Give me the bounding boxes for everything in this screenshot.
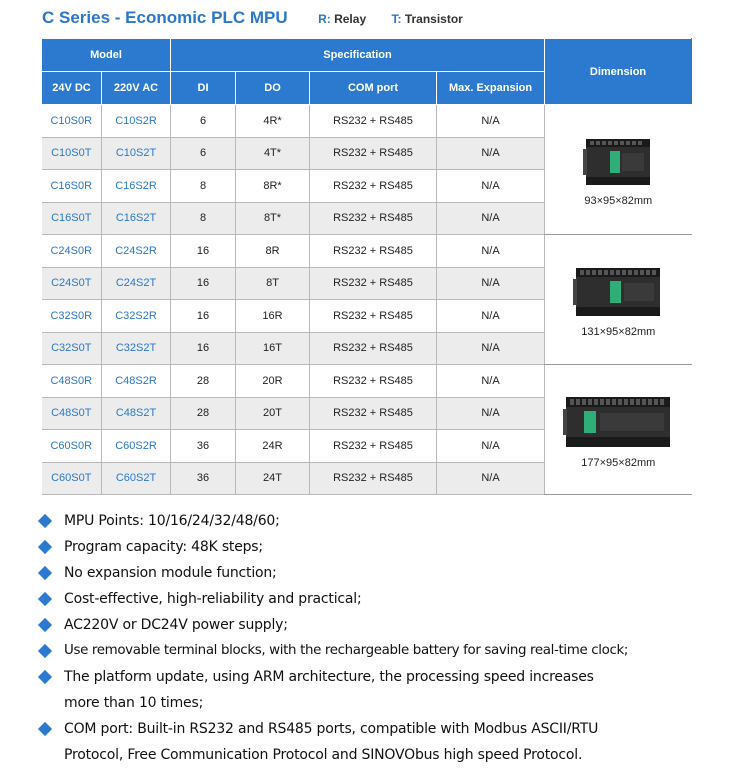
- model-220v-ac: C10S2T: [102, 137, 171, 170]
- header-model: Model: [42, 39, 171, 72]
- com-port: RS232 + RS485: [310, 267, 437, 300]
- legend-relay: [318, 12, 369, 26]
- di-count: 16: [171, 235, 236, 268]
- model-24v-dc: C60S0R: [42, 430, 102, 463]
- feature-text: Use removable terminal blocks, with the rechargeable battery for saving real-time clock;: [64, 643, 629, 658]
- diamond-bullet-icon: [38, 670, 52, 684]
- max-expansion: N/A: [437, 365, 545, 398]
- do-count: 8T: [236, 267, 310, 300]
- dimension-cell-small: [545, 105, 692, 235]
- table-row: [42, 105, 692, 138]
- do-count: 24R: [236, 430, 310, 463]
- di-count: 8: [171, 170, 236, 203]
- diamond-bullet-icon: [38, 722, 52, 736]
- di-count: 36: [171, 462, 236, 495]
- dimension-label: 93×95×82mm: [584, 194, 653, 207]
- di-count: 36: [171, 430, 236, 463]
- dimension-cell-medium: [545, 235, 692, 365]
- max-expansion: N/A: [437, 267, 545, 300]
- dimension-label: 177×95×82mm: [581, 456, 656, 469]
- list-item: [38, 586, 738, 612]
- model-24v-dc: C16S0R: [42, 170, 102, 203]
- model-220v-ac: C48S2R: [102, 365, 171, 398]
- model-220v-ac: C24S2R: [102, 235, 171, 268]
- model-220v-ac: C24S2T: [102, 267, 171, 300]
- com-port: RS232 + RS485: [310, 365, 437, 398]
- di-count: 16: [171, 300, 236, 333]
- do-count: 4T*: [236, 137, 310, 170]
- header-max-expansion: Max. Expansion: [437, 72, 545, 105]
- max-expansion: N/A: [437, 462, 545, 495]
- com-port: RS232 + RS485: [310, 397, 437, 430]
- com-port: RS232 + RS485: [310, 300, 437, 333]
- model-220v-ac: C48S2T: [102, 397, 171, 430]
- feature-text: COM port: Built-in RS232 and RS485 ports, compatible with Modbus ASCII/RTU: [64, 721, 599, 737]
- page-title: C Series - Economic PLC MPU: [42, 8, 288, 27]
- feature-text-continued: more than 10 times;: [64, 695, 204, 711]
- plc-small-icon: [582, 133, 654, 189]
- dimension-label: 131×95×82mm: [581, 325, 656, 338]
- feature-text: MPU Points: 10/16/24/32/48/60;: [64, 513, 280, 529]
- legend-key-relay: R: [318, 12, 327, 26]
- model-220v-ac: C32S2R: [102, 300, 171, 333]
- header-dimension: Dimension: [545, 39, 692, 105]
- max-expansion: N/A: [437, 332, 545, 365]
- header-specification: Specification: [171, 39, 545, 72]
- list-item: [38, 612, 738, 638]
- max-expansion: N/A: [437, 105, 545, 138]
- header-di: DI: [171, 72, 236, 105]
- com-port: RS232 + RS485: [310, 462, 437, 495]
- diamond-bullet-icon: [38, 566, 52, 580]
- page-header: [42, 8, 463, 32]
- model-220v-ac: C60S2T: [102, 462, 171, 495]
- plc-medium-icon: [572, 262, 664, 320]
- feature-text-continued: Protocol, Free Communication Protocol and SINOVObus high speed Protocol.: [64, 747, 583, 763]
- max-expansion: N/A: [437, 397, 545, 430]
- diamond-bullet-icon: [38, 644, 52, 658]
- com-port: RS232 + RS485: [310, 235, 437, 268]
- model-24v-dc: C24S0R: [42, 235, 102, 268]
- di-count: 28: [171, 365, 236, 398]
- header-do: DO: [236, 72, 310, 105]
- do-count: 20T: [236, 397, 310, 430]
- feature-text: No expansion module function;: [64, 565, 277, 581]
- plc-large-icon: [562, 391, 674, 451]
- feature-list: [38, 508, 738, 768]
- diamond-bullet-icon: [38, 514, 52, 528]
- max-expansion: N/A: [437, 170, 545, 203]
- com-port: RS232 + RS485: [310, 430, 437, 463]
- header-220v-ac: 220V AC: [102, 72, 171, 105]
- com-port: RS232 + RS485: [310, 137, 437, 170]
- do-count: 8R: [236, 235, 310, 268]
- max-expansion: N/A: [437, 137, 545, 170]
- do-count: 8T*: [236, 202, 310, 235]
- max-expansion: N/A: [437, 235, 545, 268]
- spec-table: [41, 38, 692, 495]
- max-expansion: N/A: [437, 430, 545, 463]
- di-count: 6: [171, 137, 236, 170]
- model-24v-dc: C60S0T: [42, 462, 102, 495]
- do-count: 16R: [236, 300, 310, 333]
- list-item: [38, 508, 738, 534]
- com-port: RS232 + RS485: [310, 170, 437, 203]
- di-count: 8: [171, 202, 236, 235]
- model-24v-dc: C32S0R: [42, 300, 102, 333]
- com-port: RS232 + RS485: [310, 105, 437, 138]
- feature-text: AC220V or DC24V power supply;: [64, 617, 288, 633]
- list-item: [38, 664, 738, 716]
- max-expansion: N/A: [437, 300, 545, 333]
- model-220v-ac: C16S2T: [102, 202, 171, 235]
- model-220v-ac: C16S2R: [102, 170, 171, 203]
- legend-transistor: [391, 12, 462, 26]
- do-count: 4R*: [236, 105, 310, 138]
- model-220v-ac: C32S2T: [102, 332, 171, 365]
- dimension-cell-large: [545, 365, 692, 495]
- list-item: [38, 560, 738, 586]
- legend-label-relay: Relay: [334, 12, 367, 26]
- di-count: 6: [171, 105, 236, 138]
- max-expansion: N/A: [437, 202, 545, 235]
- header-com-port: COM port: [310, 72, 437, 105]
- model-220v-ac: C10S2R: [102, 105, 171, 138]
- di-count: 16: [171, 332, 236, 365]
- list-item: [38, 638, 738, 664]
- legend-sep-transistor: :: [397, 12, 402, 26]
- feature-text: Program capacity: 48K steps;: [64, 539, 263, 555]
- do-count: 20R: [236, 365, 310, 398]
- do-count: 16T: [236, 332, 310, 365]
- do-count: 24T: [236, 462, 310, 495]
- feature-text: Cost-effective, high-reliability and practical;: [64, 591, 362, 607]
- model-24v-dc: C24S0T: [42, 267, 102, 300]
- legend-sep-relay: :: [326, 12, 331, 26]
- di-count: 28: [171, 397, 236, 430]
- model-24v-dc: C32S0T: [42, 332, 102, 365]
- legend-key-transistor: T: [391, 12, 398, 26]
- di-count: 16: [171, 267, 236, 300]
- header-24v-dc: 24V DC: [42, 72, 102, 105]
- model-24v-dc: C48S0R: [42, 365, 102, 398]
- diamond-bullet-icon: [38, 592, 52, 606]
- model-24v-dc: C10S0R: [42, 105, 102, 138]
- diamond-bullet-icon: [38, 540, 52, 554]
- model-24v-dc: C48S0T: [42, 397, 102, 430]
- table-row: [42, 365, 692, 398]
- table-row: [42, 235, 692, 268]
- feature-text: The platform update, using ARM architecture, the processing speed increases: [64, 669, 594, 685]
- com-port: RS232 + RS485: [310, 202, 437, 235]
- diamond-bullet-icon: [38, 618, 52, 632]
- com-port: RS232 + RS485: [310, 332, 437, 365]
- model-24v-dc: C10S0T: [42, 137, 102, 170]
- list-item: [38, 534, 738, 560]
- model-220v-ac: C60S2R: [102, 430, 171, 463]
- model-24v-dc: C16S0T: [42, 202, 102, 235]
- legend-label-transistor: Transistor: [404, 12, 463, 26]
- do-count: 8R*: [236, 170, 310, 203]
- list-item: [38, 716, 738, 768]
